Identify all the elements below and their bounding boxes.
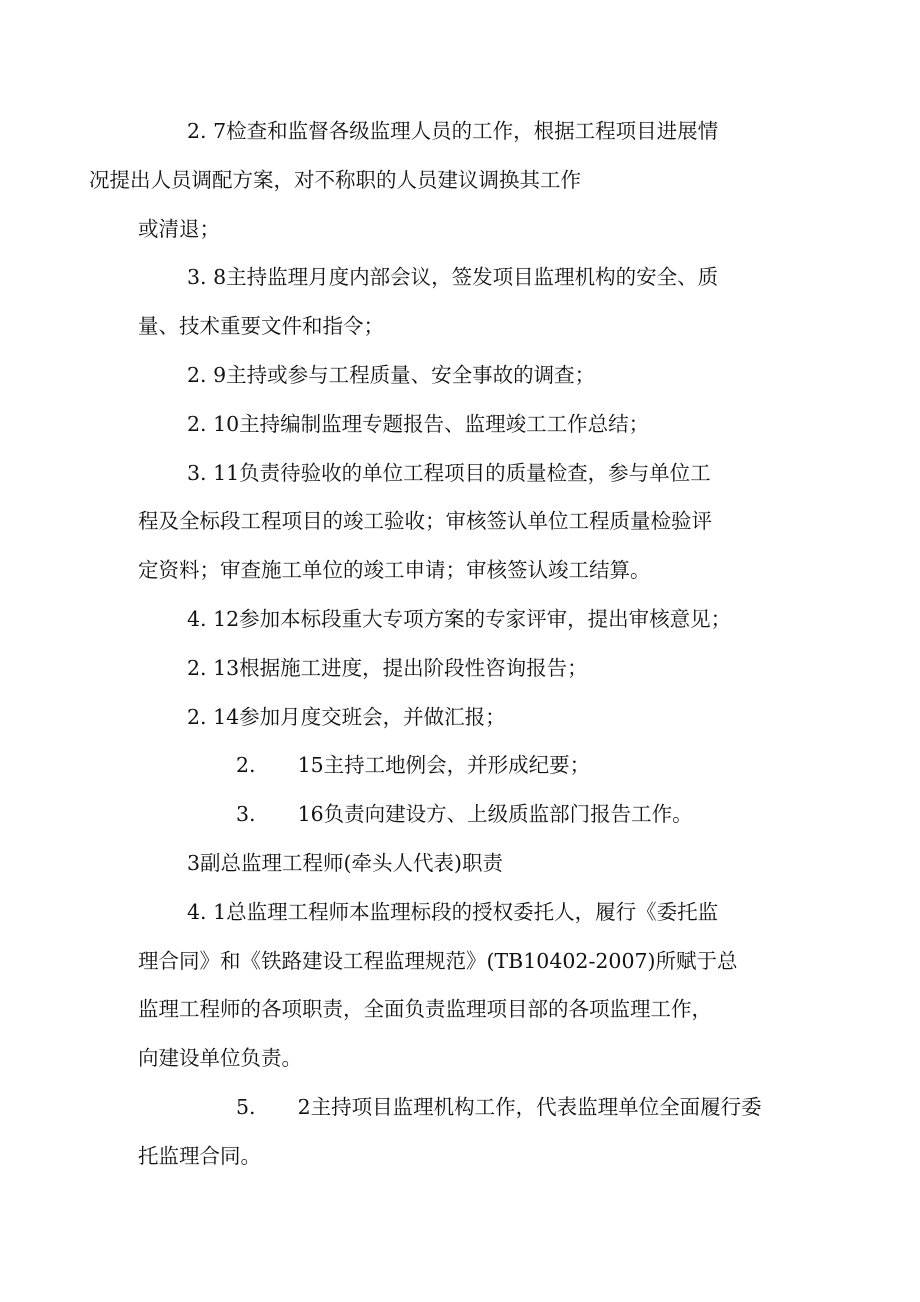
item-number: 3. <box>236 802 256 827</box>
item-number: 2. <box>236 753 256 778</box>
text-line: 3副总监理工程师(牵头人代表)职责 <box>187 850 504 875</box>
paragraph-4-12 <box>138 595 798 644</box>
paragraph-2-14 <box>138 693 798 742</box>
text-line <box>138 1083 798 1132</box>
paragraph-3-11 <box>138 449 798 595</box>
text-line: 2. 7检查和监督各级监理人员的工作，根据工程项目进展情 <box>187 119 719 143</box>
text-line: 2. 14参加月度交班会，并做汇报； <box>187 704 506 729</box>
paragraph-2-10 <box>138 400 798 449</box>
text-line: 2. 10主持编制监理专题报告、监理竣工工作总结； <box>187 411 650 436</box>
paragraph-3-8 <box>138 253 798 351</box>
text-line: 监理工程师的各项职责，全面负责监理项目部的各项监理工作， <box>138 997 712 1022</box>
text-line: 量、技术重要文件和指令； <box>138 314 384 339</box>
section-heading <box>138 839 798 888</box>
item-text: 15主持工地例会，并形成纪要； <box>297 753 591 778</box>
paragraph-2-13 <box>138 644 798 693</box>
document-body <box>89 107 798 1181</box>
text-line: 或清退； <box>138 216 220 241</box>
text-line: 向建设单位负责。 <box>138 1046 302 1071</box>
text-line: 况提出人员调配方案，对不称职的人员建议调换其工作 <box>89 167 581 192</box>
paragraph-2-7 <box>89 107 798 253</box>
text-line <box>138 741 798 790</box>
text-line: 2. 13根据施工进度，提出阶段性咨询报告； <box>187 655 588 680</box>
paragraph-4-1 <box>138 888 798 1083</box>
text-line: 理合同》和《铁路建设工程监理规范》(TB10402-2007)所赋于总 <box>138 948 738 973</box>
text-line: 4. 12参加本标段重大专项方案的专家评审，提出审核意见； <box>187 606 732 631</box>
text-line: 3. 8主持监理月度内部会议，签发项目监理机构的安全、质 <box>187 265 719 290</box>
paragraph-5-2 <box>138 1083 798 1181</box>
paragraph-2-9 <box>138 351 798 400</box>
text-line: 程及全标段工程项目的竣工验收；审核签认单位工程质量检验评 <box>138 509 712 534</box>
text-line: 3. 11负责待验收的单位工程项目的质量检查，参与单位工 <box>187 460 711 485</box>
text-line <box>138 790 798 839</box>
item-number: 5. <box>236 1094 256 1119</box>
paragraph-2-15 <box>138 741 798 790</box>
item-text: 2主持项目监理机构工作，代表监理单位全面履行委 <box>297 1094 762 1119</box>
text-line: 2. 9主持或参与工程质量、安全事故的调查； <box>187 362 596 387</box>
text-line: 托监理合同。 <box>138 1143 261 1168</box>
text-line: 4. 1总监理工程师本监理标段的授权委托人，履行《委托监 <box>187 899 719 924</box>
text-line: 定资料；审查施工单位的竣工申请；审核签认竣工结算。 <box>138 558 651 583</box>
paragraph-3-16 <box>138 790 798 839</box>
item-text: 16负责向建设方、上级质监部门报告工作。 <box>297 802 693 827</box>
